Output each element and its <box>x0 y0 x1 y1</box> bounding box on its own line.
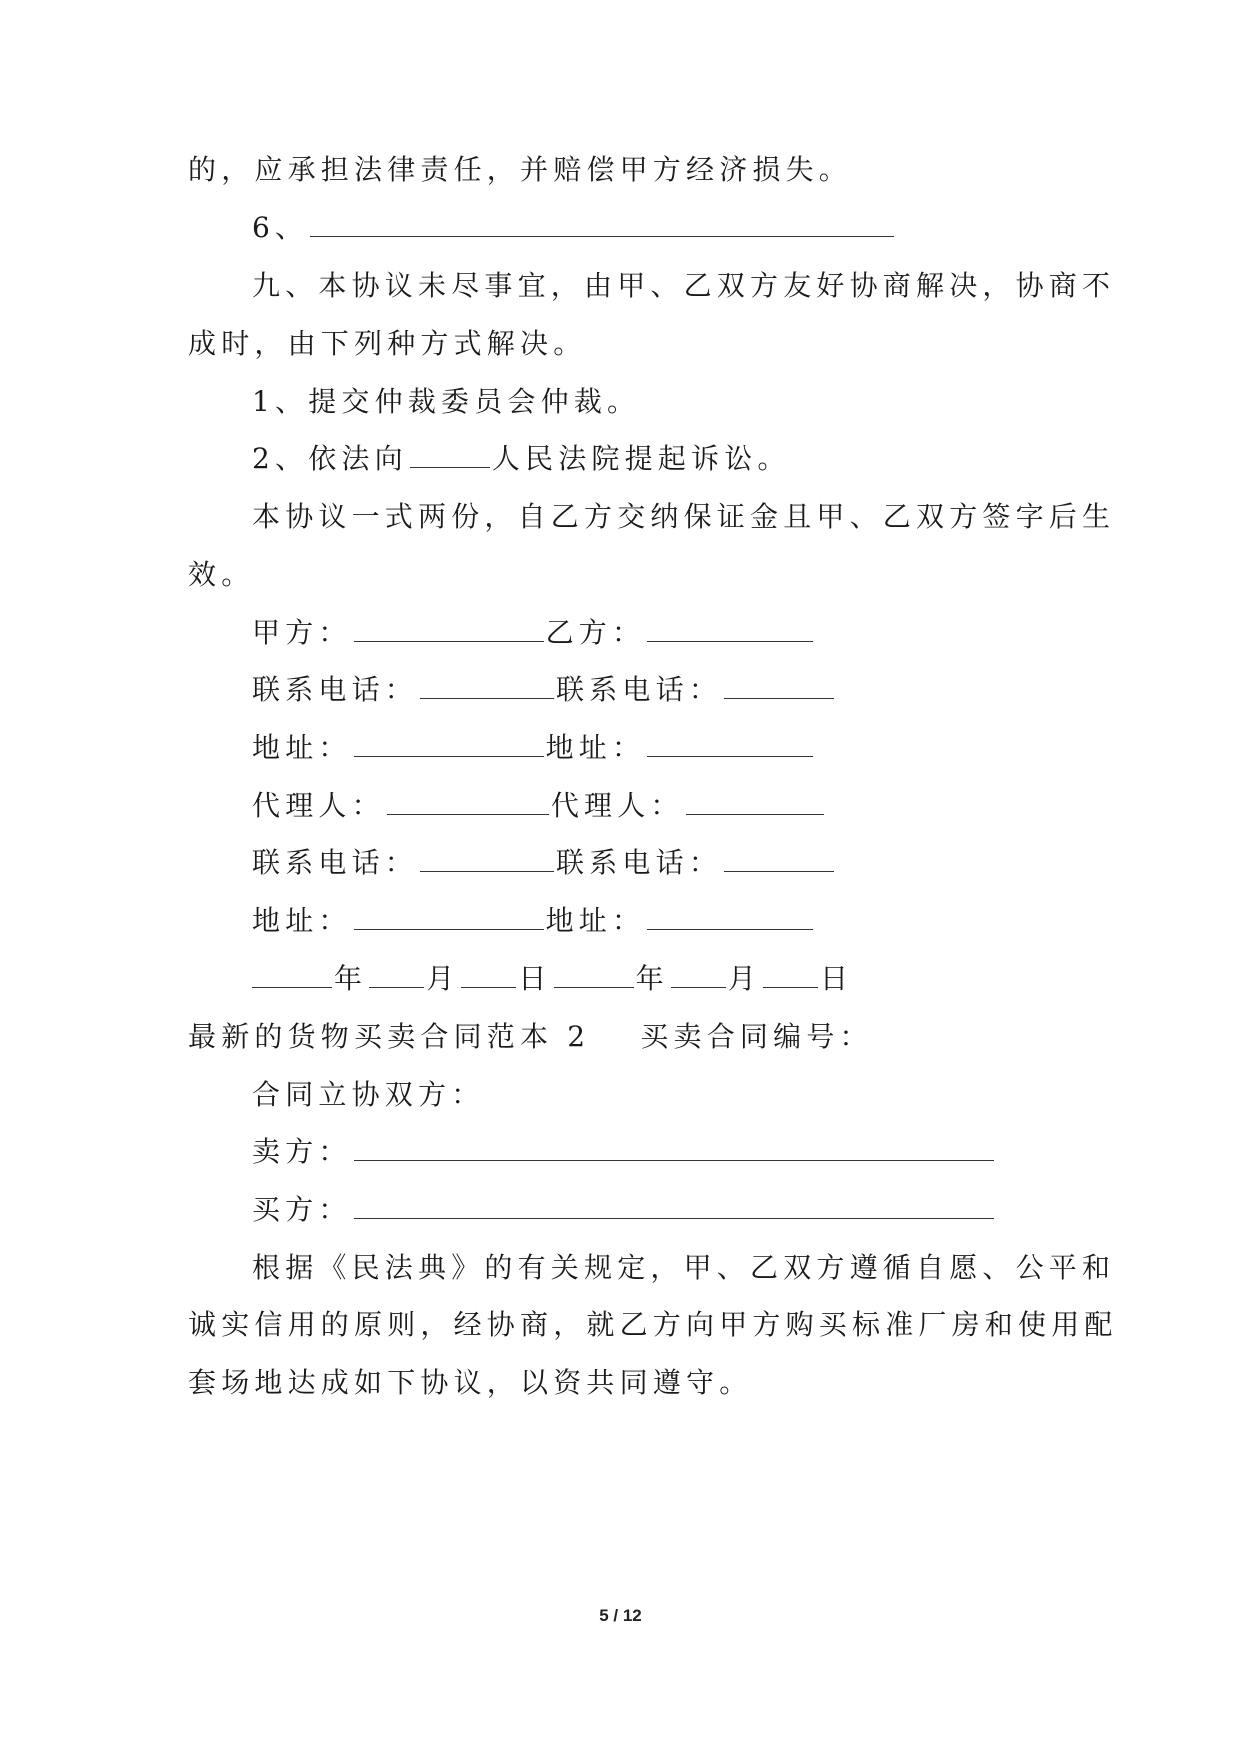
section-heading <box>188 1019 873 1055</box>
blank-line <box>354 1136 994 1161</box>
phone-b-label: 联系电话： <box>556 673 723 706</box>
date-row <box>252 961 853 997</box>
blank-line <box>671 963 726 988</box>
paragraph-line: 的，应承担法律责任，并赔偿甲方经济损失。 <box>188 153 853 186</box>
signature-row-agent <box>252 788 826 824</box>
month-label: 月 <box>426 962 460 995</box>
phone2-a-label: 联系电话： <box>252 846 419 879</box>
blank-line <box>763 963 818 988</box>
paragraph-line: 成时，由下列种方式解决。 <box>188 327 587 360</box>
signature-row-phone <box>252 672 836 708</box>
blank-line <box>369 963 424 988</box>
clause-number: 6、 <box>252 211 309 244</box>
year-label: 年 <box>334 962 368 995</box>
address-a-label: 地址： <box>252 731 352 764</box>
agent-b-label: 代理人： <box>550 789 684 822</box>
blank-line <box>647 617 813 642</box>
buyer-row <box>252 1192 996 1228</box>
blank-line <box>647 905 813 930</box>
paragraph-line: 九、本协议未尽事宜，由甲、乙双方友好协商解决，协商不 <box>252 269 1116 302</box>
text-segment: 人民法院提起诉讼。 <box>491 442 791 475</box>
paragraph-line: 本协议一式两份，自乙方交纳保证金且甲、乙双方签字后生 <box>252 500 1116 533</box>
paragraph-line: 诚实信用的原则，经协商，就乙方向甲方购买标准厂房和使用配 <box>188 1308 1118 1341</box>
seller-row <box>252 1134 996 1170</box>
party-b-label: 乙方： <box>545 616 646 649</box>
paragraph-line: 效。 <box>188 558 255 591</box>
month-label: 月 <box>727 962 762 995</box>
page-number: 5 / 12 <box>599 1606 642 1625</box>
blank-line <box>686 790 824 815</box>
buyer-label: 买方： <box>252 1193 352 1226</box>
blank-line <box>410 443 490 468</box>
clause-6 <box>252 210 896 246</box>
day-label: 日 <box>820 962 854 995</box>
blank-line <box>724 674 834 699</box>
blank-line <box>354 617 544 642</box>
party-a-label: 甲方： <box>252 616 352 649</box>
blank-line <box>724 847 834 872</box>
blank-line <box>354 1194 994 1219</box>
parties-label: 合同立协双方： <box>252 1078 485 1111</box>
blank-line <box>420 847 554 872</box>
address2-a-label: 地址： <box>252 904 352 937</box>
agent-a-label: 代理人： <box>252 789 385 822</box>
blank-line <box>387 790 549 815</box>
paragraph-line: 1、提交仲裁委员会仲裁。 <box>252 385 641 418</box>
phone2-b-label: 联系电话： <box>556 846 723 879</box>
paragraph-line: 套场地达成如下协议，以资共同遵守。 <box>188 1366 753 1399</box>
signature-row-party <box>252 615 815 651</box>
signature-row-phone2 <box>252 845 836 881</box>
blank-line <box>252 963 332 988</box>
blank-line <box>310 212 894 237</box>
signature-row-address <box>252 730 815 766</box>
section-title: 最新的货物买卖合同范本 2 <box>188 1020 591 1053</box>
year-label: 年 <box>635 962 669 995</box>
paragraph-line: 根据《民法典》的有关规定，甲、乙双方遵循自愿、公平和 <box>252 1251 1116 1284</box>
seller-label: 卖方： <box>252 1135 352 1168</box>
signature-row-address2 <box>252 903 815 939</box>
blank-line <box>354 732 544 757</box>
blank-line <box>554 963 634 988</box>
court-line <box>252 441 791 477</box>
text-segment: 2、依法向 <box>252 442 408 475</box>
blank-line <box>354 905 544 930</box>
contract-number-label: 买卖合同编号： <box>640 1020 873 1053</box>
blank-line <box>420 674 554 699</box>
address-b-label: 地址： <box>545 731 646 764</box>
day-label: 日 <box>518 962 552 995</box>
blank-line <box>461 963 516 988</box>
phone-a-label: 联系电话： <box>252 673 419 706</box>
blank-line <box>647 732 813 757</box>
address2-b-label: 地址： <box>545 904 646 937</box>
